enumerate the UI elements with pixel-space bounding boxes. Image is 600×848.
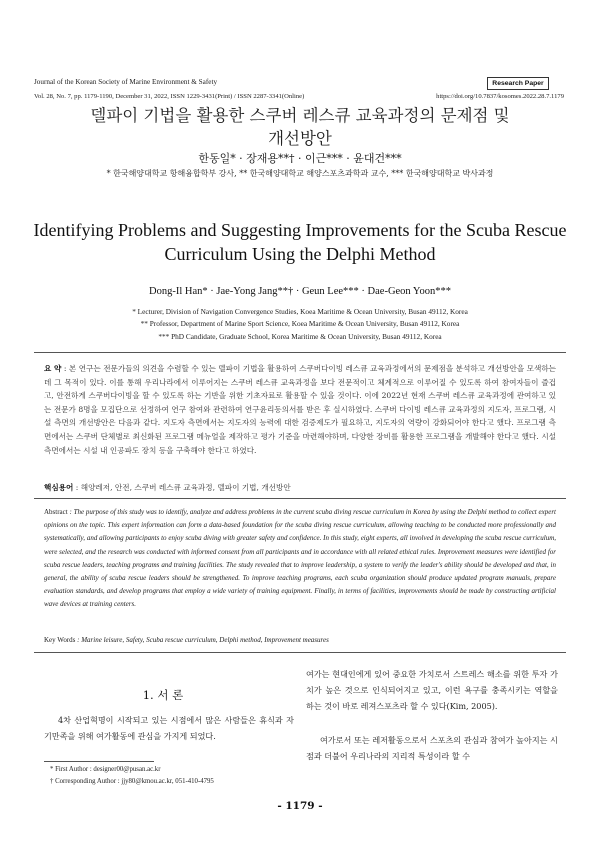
research-paper-badge: Research Paper — [487, 77, 549, 90]
korean-keywords — [44, 482, 556, 493]
footnote-corresponding-author: † Corresponding Author : jjy80@kmou.ac.kr, 051-410-4795 — [50, 778, 214, 785]
footnote-divider — [44, 761, 154, 762]
korean-title-line1: 델파이 기법을 활용한 스쿠버 레스큐 교육과정의 문제점 및 — [90, 106, 510, 125]
korean-abstract-label: 요 약 — [44, 364, 62, 373]
korean-title-line2: 개선방안 — [268, 129, 332, 148]
english-affiliation-3: *** PhD Candidate, Graduate School, Korea Maritime & Ocean University, Busan 49112, Korea — [158, 332, 442, 341]
english-title-line2: Curriculum Using the Delphi Method — [164, 244, 436, 264]
english-title-line1: Identifying Problems and Suggesting Improvements for the Scuba Rescue — [33, 220, 567, 240]
english-affiliation-2: ** Professor, Department of Marine Sport Science, Koea Maritime & Ocean University, Busan 49112, Korea — [140, 319, 460, 328]
english-keywords — [44, 636, 556, 644]
footnote-first-author: * First Author : designer00@pusan.ac.kr — [50, 766, 161, 773]
english-abstract-text: : The purpose of this study was to identify, analyze and address problems in the current scuba diving rescue curriculum in Korea by using the Delphi method to collect expert opinions on the topic. This expert information can form a data-based foundation for the scuba diving rescue curriculum, allowing teaching to be conducted more professionally and systematically, and allowing participants to enjoy scuba diving with greater safety and confidence. In this study, eight experts, all involved in developing the scuba rescue curriculum, were selected, and the research was conducted with informed consent from all participants and in accordance with all related ethical rules. Improvement measures were identified for scuba rescue leaders, teaching programs and training facilities. The study revealed that to improve leadership, a system to verify the leader's ability should be developed and that, in general, the ability of scuba rescue leaders should be strengthened. To improve teaching programs, each scuba organization should produce updated program manuals, prepare evaluation standards, and develop programs that employ a wide variety of training equipment. Finally, in terms of facilities, improvements should be made by constructing artificial wave devices at training centers. — [44, 508, 557, 609]
korean-abstract — [44, 362, 556, 457]
body-right-paragraph-2: 여가로서 또는 레저활동으로서 스포츠의 관심과 참여가 높아지는 시점과 더불어 우리나라의 지리적 특성이라 할 수 — [306, 735, 558, 761]
doi-link[interactable]: https://doi.org/10.7837/kosomes.2022.28.7.1179 — [436, 93, 564, 100]
body-left-paragraph: 4차 산업혁명이 시작되고 있는 시점에서 많은 사람들은 휴식과 자기만족을 위해 여가활동에 관심을 가지게 되었다. — [44, 715, 294, 741]
journal-name: Journal of the Korean Society of Marine Environment & Safety — [34, 78, 218, 86]
divider-top — [34, 352, 566, 353]
english-keywords-text: : Marine leisure, Safety, Scuba rescue curriculum, Delphi method, Improvement measures — [77, 636, 329, 644]
english-abstract-label: Abstract — [44, 508, 68, 516]
volume-info: Vol. 28, No. 7, pp. 1179-1190, December 31, 2022, ISSN 1229-3431(Print) / ISSN 2287-3341(Online) — [34, 93, 305, 100]
korean-keywords-text: : 해양레저, 안전, 스쿠버 레스큐 교육과정, 델파이 기법, 개선방안 — [75, 483, 291, 492]
korean-keywords-label: 핵심용어 — [44, 483, 74, 492]
korean-authors: 한동일* · 장재용**† · 이근*** · 윤대건*** — [198, 152, 402, 165]
body-right-paragraph-1: 여가는 현대인에게 있어 중요한 가치로서 스트레스 해소를 위한 투자 가치가 높은 것으로 인식되어지고 있고, 이런 욕구를 충족시키는 역할을 하는 것이 바로 레져스포츠라 할 수 있다(Kim, 2005). — [306, 669, 558, 711]
divider-middle — [34, 498, 566, 499]
volume-line — [34, 93, 564, 100]
page-number: - 1179 - — [277, 800, 323, 812]
korean-affiliation: * 한국해양대학교 항해융합학부 강사, ** 한국해양대학교 해양스포츠과학과 교수, *** 한국해양대학교 박사과정 — [106, 169, 494, 178]
english-affiliation-1: * Lecturer, Division of Navigation Convergence Studies, Koea Maritime & Ocean University, Busan 49112, Korea — [132, 307, 468, 316]
divider-bottom — [34, 652, 566, 653]
english-abstract — [44, 506, 556, 612]
korean-abstract-text: : 본 연구는 전문가들의 의견을 수렴할 수 있는 델파이 기법을 활용하여 스쿠버다이빙 레스큐 교육과정에서의 문제점을 분석하고 개선방안을 모색하는데 그 목적이 있다. 이를 통해 우리나라에서 이루어지는 스쿠버 레스큐 교육과정을 보다 전문적이고 체계적으로 이루어질 수 있도록 하여 참여자들이 즐겁고, 안전하게 스쿠버다이빙을 할 수 있도록 하는 기반을 위한 기초자료로 활용할 수 있을 것이다. 이에 2022년 현재 스쿠버 레스큐 교육과정에 관여하고 있는 전문가 8명을 모집단으로 선정하여 연구 참여와 관련하여 연구윤리동의서를 받은 후 실시하였다. 스쿠버 다이빙 레스큐 교육과정의 지도자, 프로그램, 시설 측면의 개선방안은 다음과 같다. 지도자 측면에서는 지도자의 능력에 대한 검증제도가 필요하고, 지도자의 역량이 강화되어야 한다고 했다. 프로그램 측면에서는 스쿠버 단체별로 최신화된 프로그램 메뉴얼을 제작하고 평가 기준을 마련해야하며, 다양한 장비를 활용한 프로그램을 개발해야 한다고 했다. 시설 측면에서는 시설 내 인공파도 장치 등을 구축해야 한다고 하였다. — [44, 364, 556, 455]
section-heading: 1. 서 론 — [142, 688, 184, 702]
english-authors: Dong-Il Han* · Jae-Yong Jang**† · Geun Lee*** · Dae-Geon Yoon*** — [149, 286, 451, 297]
english-keywords-label: Key Words — [44, 636, 76, 644]
